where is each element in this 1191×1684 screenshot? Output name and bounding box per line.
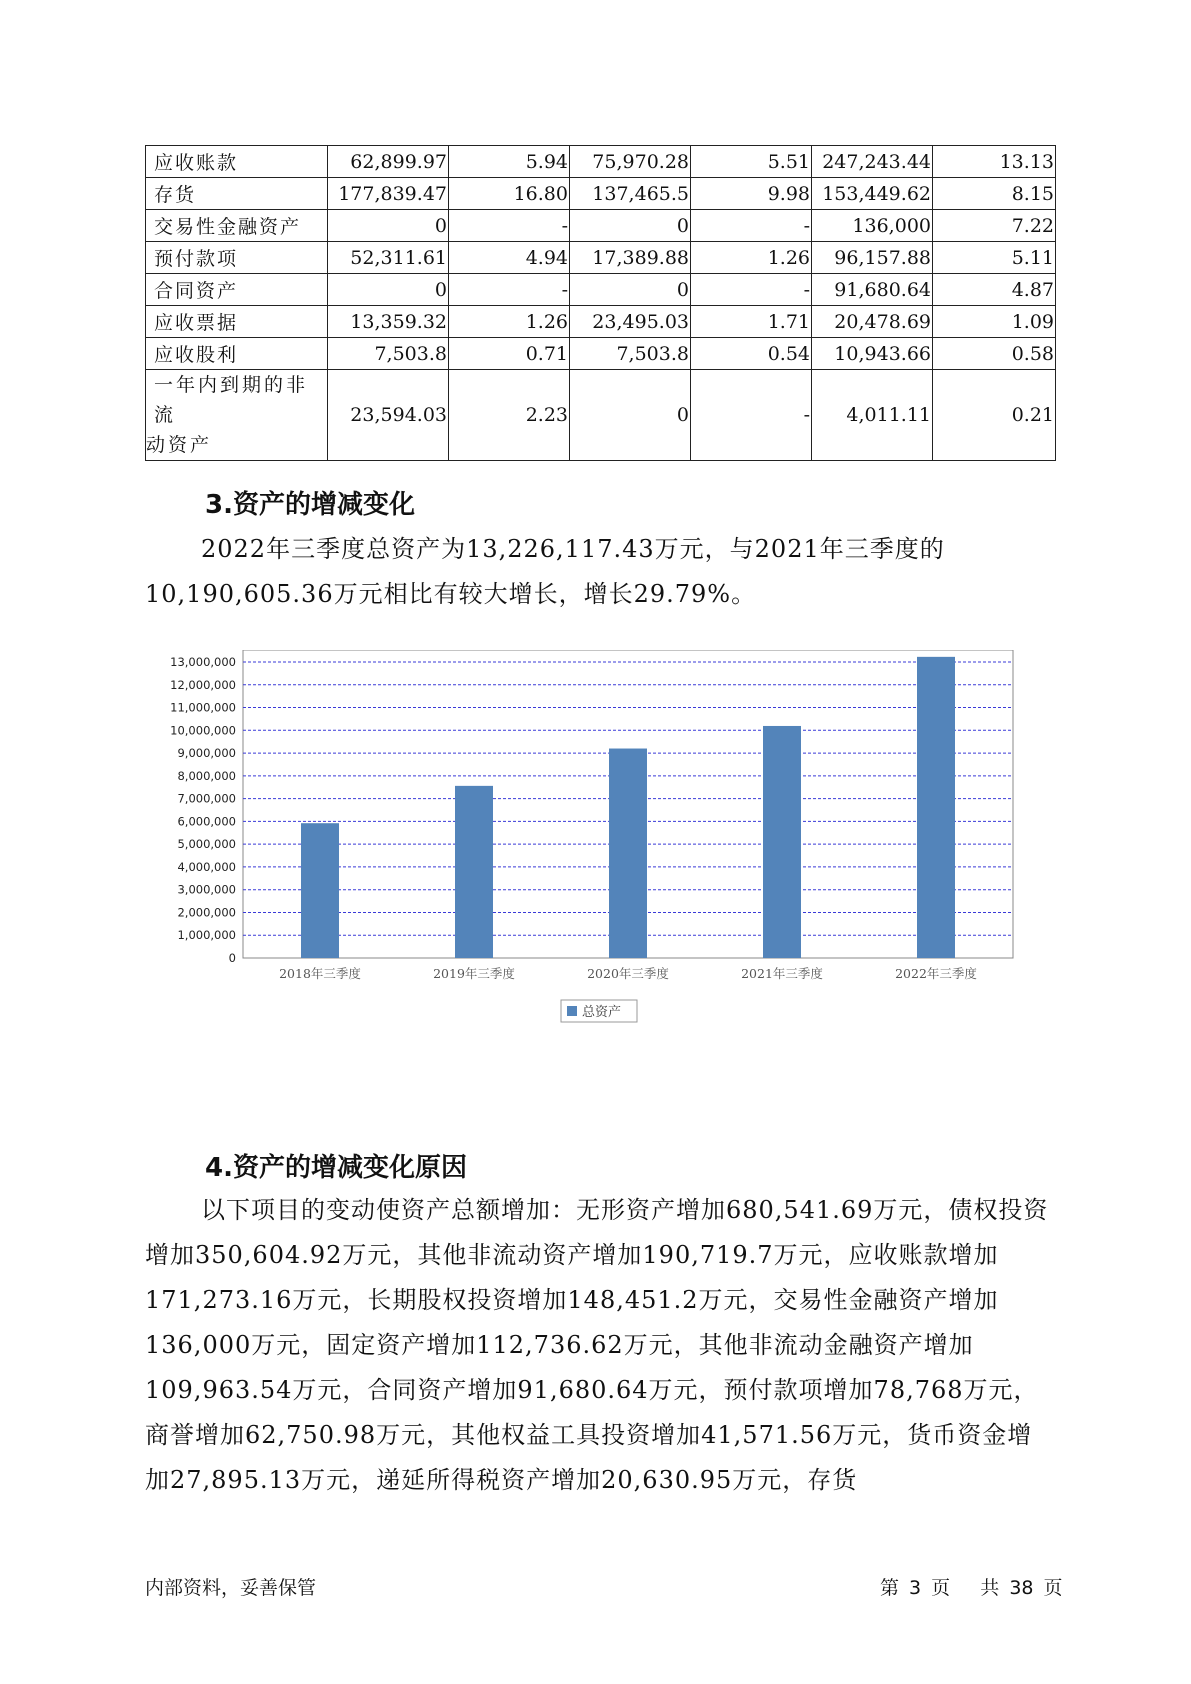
table-cell: -	[691, 210, 812, 242]
table-cell: 0	[328, 210, 449, 242]
table-cell: 1.09	[933, 306, 1056, 338]
footer-page-number: 第 3 页 共 38 页	[880, 1577, 1063, 1599]
table-cell: 7,503.8	[328, 338, 449, 370]
y-tick-label: 11,000,000	[170, 700, 236, 715]
table-cell: -	[449, 210, 570, 242]
bar	[455, 786, 493, 958]
table-cell: 96,157.88	[812, 242, 933, 274]
bar	[763, 726, 801, 958]
table-cell: 4.94	[449, 242, 570, 274]
table-cell: 4,011.11	[812, 370, 933, 461]
table-cell: 1.26	[449, 306, 570, 338]
y-tick-label: 5,000,000	[177, 837, 236, 852]
row-label: 预付款项	[146, 242, 328, 274]
section-heading: 3.资产的增减变化	[205, 490, 415, 520]
table-row	[146, 146, 1056, 178]
y-tick-label: 10,000,000	[170, 723, 236, 738]
table-cell: 7.22	[933, 210, 1056, 242]
y-tick-label: 3,000,000	[177, 882, 236, 897]
table-row	[146, 370, 1056, 461]
legend-swatch	[567, 1006, 577, 1016]
y-tick-label: 12,000,000	[170, 677, 236, 692]
table-cell: 2.23	[449, 370, 570, 461]
row-label: 应收账款	[146, 146, 328, 178]
table-cell: 17,389.88	[570, 242, 691, 274]
x-tick-label: 2021年三季度	[741, 966, 823, 981]
y-tick-label: 6,000,000	[177, 814, 236, 829]
table-cell: 23,495.03	[570, 306, 691, 338]
table-cell: -	[449, 274, 570, 306]
table-cell: 1.26	[691, 242, 812, 274]
y-tick-label: 0	[228, 951, 236, 965]
table-cell: 8.15	[933, 178, 1056, 210]
table-row	[146, 242, 1056, 274]
total-assets-chart	[145, 650, 1050, 1110]
section-paragraph: 以下项目的变动使资产总额增加：无形资产增加680,541.69万元，债权投资增加350,604.92万元，其他非流动资产增加190,719.7万元，应收账款增加171,273.16万元，长期股权投资增加148,451.2万元，交易性金融资产增加136,000万元，固定资产增加112,736.62万元，其他非流动金融资产增加109,963.54万元，合同资产增加91,680.64万元，预付款项增加78,768万元，商誉增加62,750.98万元，其他权益工具投资增加41,571.56万元，货币资金增加27,895.13万元，递延所得税资产增加20,630.95万元，存货	[145, 1196, 1049, 1494]
x-tick-label: 2018年三季度	[279, 966, 361, 981]
table-row	[146, 306, 1056, 338]
bar	[917, 657, 955, 958]
row-label-line: 动资产	[146, 434, 213, 456]
bar	[301, 823, 339, 958]
x-tick-label: 2022年三季度	[895, 966, 977, 981]
section-paragraph: 2022年三季度总资产为13,226,117.43万元，与2021年三季度的10,190,605.36万元相比有较大增长，增长29.79%。	[145, 535, 945, 608]
y-tick-label: 8,000,000	[177, 768, 236, 783]
table-cell: 5.51	[691, 146, 812, 178]
table-row	[146, 338, 1056, 370]
x-tick-label: 2020年三季度	[587, 966, 669, 981]
table-cell: 16.80	[449, 178, 570, 210]
table-cell: 13.13	[933, 146, 1056, 178]
x-tick-label: 2019年三季度	[433, 966, 515, 981]
table-cell: 13,359.32	[328, 306, 449, 338]
y-tick-label: 7,000,000	[177, 791, 236, 806]
table-cell: 20,478.69	[812, 306, 933, 338]
row-label: 合同资产	[146, 274, 328, 306]
table-cell: 0	[570, 274, 691, 306]
row-label: 应收股利	[146, 338, 328, 370]
table-cell: 4.87	[933, 274, 1056, 306]
table-cell: -	[691, 274, 812, 306]
row-label	[146, 370, 328, 461]
bar	[609, 749, 647, 958]
table-row	[146, 210, 1056, 242]
table-cell: 91,680.64	[812, 274, 933, 306]
section-heading: 4.资产的增减变化原因	[205, 1153, 467, 1183]
table-cell: 5.11	[933, 242, 1056, 274]
table-cell: 0.58	[933, 338, 1056, 370]
table-cell: 177,839.47	[328, 178, 449, 210]
table-cell: 136,000	[812, 210, 933, 242]
table-cell: 247,243.44	[812, 146, 933, 178]
asset-table	[145, 145, 1056, 461]
y-tick-label: 13,000,000	[170, 655, 236, 669]
table-cell: 1.71	[691, 306, 812, 338]
table-cell: 7,503.8	[570, 338, 691, 370]
table-cell: 137,465.5	[570, 178, 691, 210]
table-cell: 23,594.03	[328, 370, 449, 461]
row-label: 存货	[146, 178, 328, 210]
table-cell: 52,311.61	[328, 242, 449, 274]
legend-label: 总资产	[582, 1005, 622, 1020]
chart-svg	[145, 650, 1050, 1110]
table-cell: 62,899.97	[328, 146, 449, 178]
table-cell: 0.54	[691, 338, 812, 370]
table-cell: 0.21	[933, 370, 1056, 461]
table-cell: 0	[570, 210, 691, 242]
table-cell: 10,943.66	[812, 338, 933, 370]
table-row	[146, 178, 1056, 210]
table-cell: 75,970.28	[570, 146, 691, 178]
y-tick-label: 4,000,000	[177, 859, 236, 874]
table-row	[146, 274, 1056, 306]
y-tick-label: 9,000,000	[177, 746, 236, 761]
table-cell: 0	[570, 370, 691, 461]
row-label: 交易性金融资产	[146, 210, 328, 242]
table-cell: -	[691, 370, 812, 461]
y-tick-label: 1,000,000	[177, 928, 236, 943]
y-tick-label: 2,000,000	[177, 905, 236, 920]
table-cell: 153,449.62	[812, 178, 933, 210]
footer-confidential: 内部资料，妥善保管	[145, 1577, 317, 1599]
row-label: 应收票据	[146, 306, 328, 338]
table-cell: 9.98	[691, 178, 812, 210]
table-cell: 0	[328, 274, 449, 306]
table-cell: 0.71	[449, 338, 570, 370]
row-label-line: 一年内到期的非流	[154, 374, 309, 426]
table-cell: 5.94	[449, 146, 570, 178]
